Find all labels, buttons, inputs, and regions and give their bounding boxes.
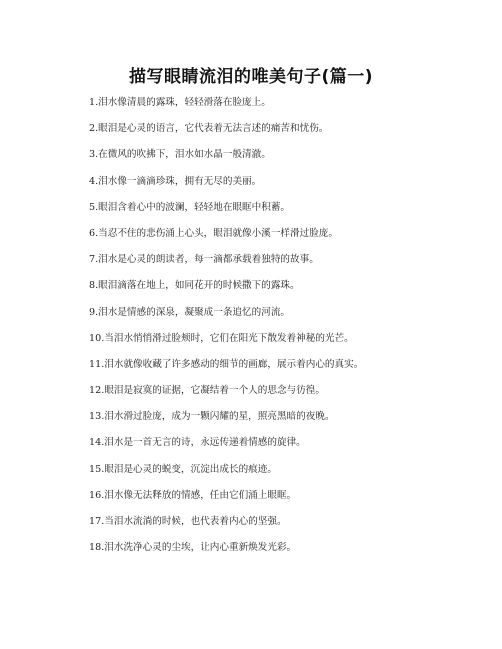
sentence-item: 13.泪水滑过脸庞，成为一颗闪耀的星，照亮黑暗的夜晚。 — [89, 411, 335, 423]
sentence-item: 5.眼泪含着心中的波澜，轻轻地在眼眶中积蓄。 — [89, 201, 291, 213]
sentence-item: 1.泪水像清晨的露珠，轻轻滑落在脸庞上。 — [89, 97, 271, 108]
sentence-item: 2.眼泪是心灵的语言，它代表着无法言述的痛苦和忧伤。 — [89, 123, 329, 135]
sentence-item: 18.泪水洗净心灵的尘埃，让内心重新焕发光彩。 — [89, 542, 297, 554]
sentence-item: 6.当忍不住的悲伤涌上心头，眼泪就像小溪一样滑过脸庞。 — [89, 227, 338, 239]
sentence-item: 15.眼泪是心灵的蜕变，沉淀出成长的痕迹。 — [89, 463, 277, 475]
sentence-item: 10.当泪水悄悄滑过脸颊时，它们在阳光下散发着神秘的光芒。 — [89, 332, 354, 344]
sentence-item: 17.当泪水流淌的时候，也代表着内心的坚强。 — [89, 516, 287, 527]
sentence-item: 3.在微风的吹拂下，泪水如水晶一般清澈。 — [89, 149, 271, 161]
sentence-list — [89, 97, 489, 568]
document-title: 描写眼睛流泪的唯美句子(篇一) — [128, 67, 374, 87]
sentence-item: 11.泪水就像收藏了许多感动的细节的画廊，展示着内心的真实。 — [89, 358, 364, 370]
sentence-item: 7.泪水是心灵的朗读者，每一滴都承载着独特的故事。 — [89, 254, 319, 266]
sentence-item: 14.泪水是一首无言的诗，永远传递着情感的旋律。 — [89, 437, 306, 449]
sentence-item: 12.眼泪是寂寞的证据，它凝结着一个人的思念与彷徨。 — [89, 385, 325, 397]
sentence-item: 9.泪水是情感的深泉，凝聚成一条追忆的河流。 — [89, 306, 291, 318]
sentence-item: 8.眼泪滴落在地上，如同花开的时候撒下的露珠。 — [89, 280, 300, 292]
sentence-item: 16.泪水像无法释放的情感，任由它们涌上眼眶。 — [89, 489, 297, 501]
sentence-item: 4.泪水像一滴滴珍珠，拥有无尽的美丽。 — [89, 175, 262, 187]
